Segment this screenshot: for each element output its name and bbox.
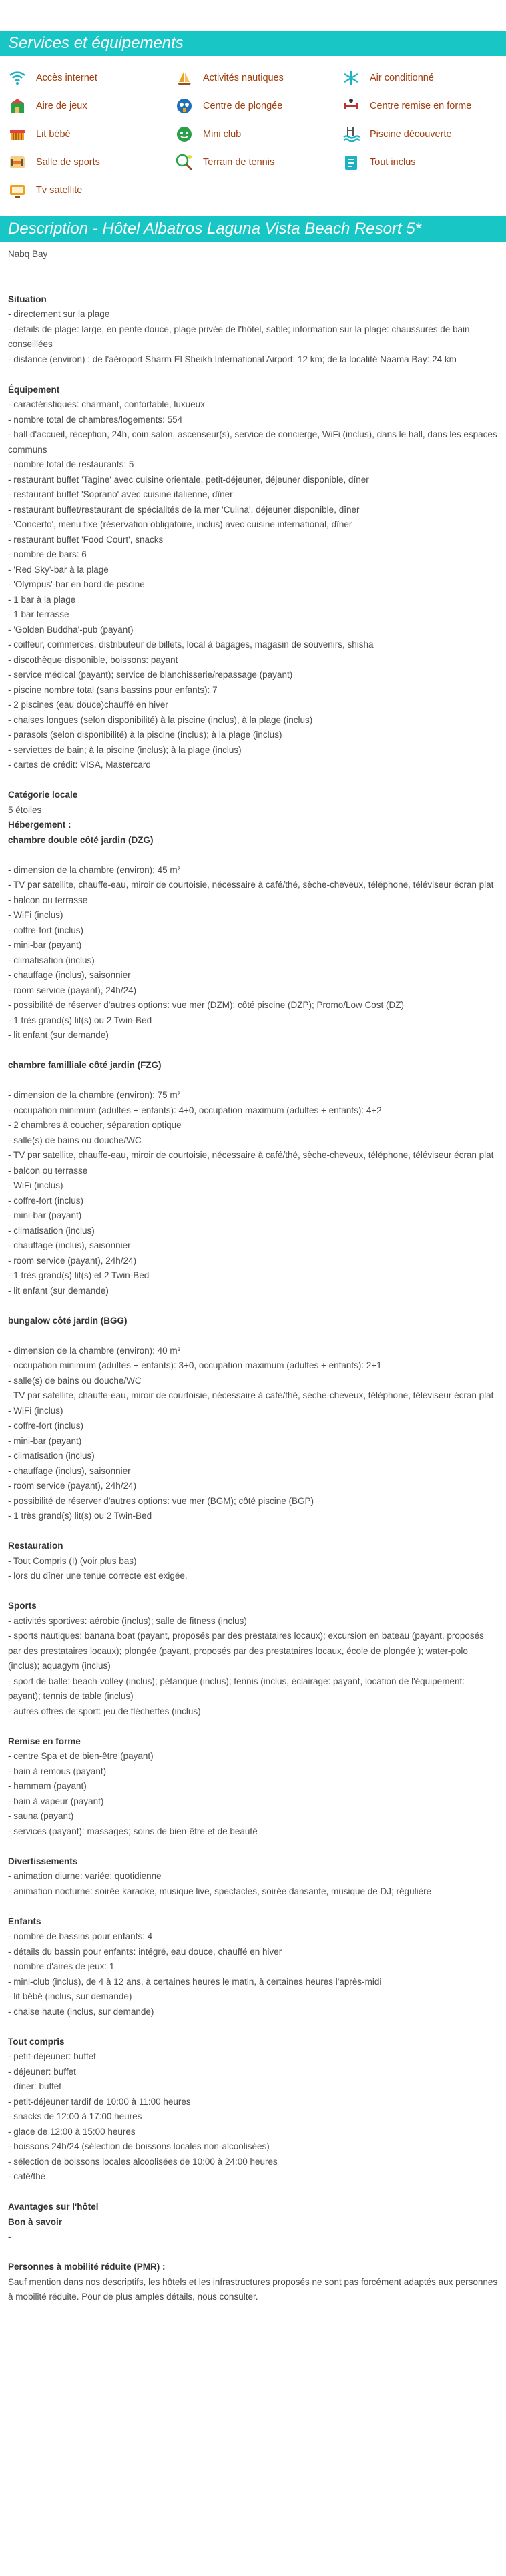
description-line: - chauffage (inclus), saisonnier [8,970,131,980]
service-item [8,148,175,176]
description-line: - lit enfant (sur demande) [8,1030,109,1040]
tennis-icon [175,153,203,172]
description-line: - 1 très grand(s) lit(s) et 2 Twin-Bed [8,1270,150,1280]
spacer [8,1298,498,1314]
description-line: - bain à vapeur (payant) [8,1796,104,1806]
description-line: - petit-déjeuner: buffet [8,2051,96,2061]
tv-icon [8,181,36,200]
description-line: - restaurant buffet/restaurant de spécialités de la mer 'Culina', déjeuner disponible, dîner [8,504,360,515]
description-line: - caractéristiques: charmant, confortable, luxueux [8,399,205,409]
service-label: Tout inclus [370,157,416,168]
description-line: - occupation minimum (adultes + enfants): 3+0, occupation maximum (adultes + enfants): 2+1 [8,1360,382,1370]
description-line: - mini-bar (payant) [8,1210,82,1220]
spacer [8,2245,498,2260]
description-line: - restaurant buffet 'Soprano' avec cuisine italienne, dîner [8,489,233,499]
spacer [8,1839,498,1854]
description-line: - piscine nombre total (sans bassins pour enfants): 7 [8,684,218,695]
description-line: - dimension de la chambre (environ): 75 m² [8,1090,181,1100]
description-line: - bain à remous (payant) [8,1766,107,1776]
description-line: - 'Olympus'-bar en bord de piscine [8,579,145,589]
description-line: - balcon ou terrasse [8,894,88,905]
description-line: - sauna (payant) [8,1811,74,1821]
description-heading: Personnes à mobilité réduite (PMR) : [8,2262,166,2272]
description-heading: Équipement [8,384,60,395]
description-heading: Bon à savoir [8,2216,63,2227]
description-heading: Situation [8,294,47,304]
description-line: - chaises longues (selon disponibilité) à la piscine (inclus), à la plage (inclus) [8,714,313,725]
description-line: - mini-bar (payant) [8,940,82,950]
service-label: Lit bébé [36,129,71,140]
hotel-description [0,247,506,2305]
service-item [8,92,175,120]
description-section-title: Description - Hôtel Albatros Laguna Vista Beach Resort 5* [0,216,506,242]
description-line: - salle(s) de bains ou douche/WC [8,1375,142,1386]
description-line: - discothèque disponible, boissons: payant [8,654,178,665]
spacer [8,2185,498,2200]
description-line: - cartes de crédit: VISA, Mastercard [8,760,151,770]
description-line: - lit enfant (sur demande) [8,1285,109,1296]
spacer [8,2019,498,2035]
description-line: - 'Concerto', menu fixe (réservation obligatoire, inclus) avec cuisine international, dîner [8,519,352,529]
description-heading: Sports [8,1601,37,1611]
description-line: - climatisation (inclus) [8,1451,95,1461]
description-heading: bungalow côté jardin (BGG) [8,1315,128,1326]
gym-icon [8,153,36,172]
description-line: - 'Red Sky'-bar à la plage [8,564,109,575]
description-heading: Remise en forme [8,1736,81,1746]
description-line: - possibilité de réserver d'autres options: vue mer (BGM); côté piscine (BGP) [8,1495,314,1506]
description-heading: chambre double côté jardin (DZG) [8,834,154,845]
description-line: - détails du bassin pour enfants: intégré, eau douce, chauffé en hiver [8,1946,282,1957]
description-line: - 'Golden Buddha'-pub (payant) [8,624,134,635]
description-heading: Avantages sur l'hôtel [8,2202,99,2212]
description-line: - [8,2232,11,2242]
service-label: Tv satellite [36,185,83,196]
mini-club-icon [175,125,203,144]
fitness-icon [342,97,370,115]
description-line: - sélection de boissons locales alcoolisées de 10:00 à 24:00 heures [8,2156,278,2167]
description-line: - boissons 24h/24 (sélection de boissons locales non-alcoolisées) [8,2141,270,2151]
description-line: - occupation minimum (adultes + enfants): 4+0, occupation maximum (adultes + enfants): 4+2 [8,1105,382,1115]
description-line: - dimension de la chambre (environ): 40 m² [8,1345,181,1356]
description-line: - coiffeur, commerces, distributeur de billets, local à bagages, magasin de souvenirs, shisha [8,639,374,650]
service-item [8,176,175,204]
playground-icon [8,97,36,115]
description-heading: Restauration [8,1541,63,1551]
service-item [175,64,342,92]
description-line: - 1 bar à la plage [8,594,76,605]
description-line: - service médical (payant); service de blanchisserie/repassage (payant) [8,670,293,680]
all-inclusive-icon [342,153,370,172]
service-item [342,120,506,148]
service-item [342,64,506,92]
service-label: Salle de sports [36,157,100,168]
description-line: - WiFi (inclus) [8,1180,63,1190]
description-heading: Enfants [8,1916,41,1926]
spacer [8,773,498,788]
services-section-title: Services et équipements [0,31,506,56]
description-heading: Tout compris [8,2036,65,2047]
description-line: - petit-déjeuner tardif de 10:00 à 11:00 heures [8,2096,191,2107]
description-line: - 2 piscines (eau douce)chauffé en hiver [8,700,168,710]
description-line: - WiFi (inclus) [8,1405,63,1416]
description-line: - déjeuner: buffet [8,2066,76,2077]
description-line: - activités sportives: aérobic (inclus); salle de fitness (inclus) [8,1615,247,1626]
description-line: 5 étoiles [8,804,42,815]
description-line: - 1 très grand(s) lit(s) ou 2 Twin-Bed [8,1511,152,1521]
pool-icon [342,125,370,144]
description-line: - nombre de bassins pour enfants: 4 [8,1931,153,1941]
description-line: - animation nocturne: soirée karaoke, musique live, spectacles, soirée dansante, musique de DJ; régulière [8,1886,432,1896]
snowflake-icon [342,69,370,87]
description-line: - WiFi (inclus) [8,910,63,920]
description-heading: Divertissements [8,1856,78,1866]
description-line: - snacks de 12:00 à 17:00 heures [8,2111,142,2121]
sailboat-icon [175,69,203,87]
description-line: - 2 chambres à coucher, séparation optique [8,1120,182,1130]
service-label: Mini club [203,129,242,140]
crib-icon [8,125,36,144]
description-line: - Tout Compris (I) (voir plus bas) [8,1555,137,1566]
description-line: - TV par satellite, chauffe-eau, miroir de courtoisie, nécessaire à café/thé, sèche-cheveux, téléphone, téléviseur écran plat [8,880,494,890]
description-line: - café/thé [8,2171,46,2181]
service-item [342,92,506,120]
description-line: - mini-club (inclus), de 4 à 12 ans, à certaines heures le matin, à certaines heures l'après-midi [8,1976,382,1987]
description-heading: chambre familliale côté jardin (FZG) [8,1060,162,1070]
description-line: - restaurant buffet 'Food Court', snacks [8,534,164,545]
spacer [8,262,498,278]
description-line: - room service (payant), 24h/24) [8,985,137,995]
service-label: Activités nautiques [203,73,284,83]
description-line: - mini-bar (payant) [8,1435,82,1446]
service-item [8,120,175,148]
service-label: Air conditionné [370,73,434,83]
description-line: - nombre d'aires de jeux: 1 [8,1961,115,1971]
description-line: - sports nautiques: banana boat (payant, proposés par des prestataires locaux); excursion en bateau (payant, proposés par des prestataires locaux); plongée (payant, proposés par des prestataires locaux, école de plongée ); water-polo (inclus); aquagym (inclus) [8,1631,484,1671]
description-line: - climatisation (inclus) [8,955,95,965]
description-line: - distance (environ) : de l'aéroport Sharm El Sheikh International Airport: 12 km; de la localité Naama Bay: 24 km [8,354,457,364]
description-line: - 1 bar terrasse [8,609,69,619]
description-line: - nombre total de chambres/logements: 554 [8,414,183,425]
description-line: - hall d'accueil, réception, 24h, coin salon, ascenseur(s), service de concierge, WiFi (inclus), dans le hall, dans les espaces communs [8,429,497,455]
description-line: - dîner: buffet [8,2081,62,2091]
description-line: - chauffage (inclus), saisonnier [8,1240,131,1250]
description-line: - parasols (selon disponibilité) à la piscine (inclus); à la plage (inclus) [8,730,282,740]
service-item [8,64,175,92]
service-label: Piscine découverte [370,129,452,140]
description-line: - services (payant): massages; soins de bien-être et de beauté [8,1826,258,1836]
spacer [8,367,498,382]
description-line: - coffre-fort (inclus) [8,1195,84,1206]
services-grid [0,56,506,196]
description-line: - détails de plage: large, en pente douce, plage privée de l'hôtel, sable; information sur la plage: chaussures de bain conseillées [8,324,470,349]
description-heading: Hébergement : [8,820,71,830]
spacer [8,1584,498,1599]
description-line: - possibilité de réserver d'autres options: vue mer (DZM); côté piscine (DZP); Promo/Low Cost (DZ) [8,1000,405,1010]
description-line: - restaurant buffet 'Tagine' avec cuisine orientale, petit-déjeuner, déjeuner disponible, dîner [8,474,369,485]
spacer [8,848,498,863]
description-line: Nabq Bay [8,249,48,259]
service-item [342,148,506,176]
description-line: - room service (payant), 24h/24) [8,1481,137,1491]
service-item [175,120,342,148]
spacer [8,1328,498,1344]
description-line: - centre Spa et de bien-être (payant) [8,1751,154,1761]
spacer [8,1719,498,1734]
spacer [8,1524,498,1539]
description-line: - lors du dîner une tenue correcte est exigée. [8,1571,188,1581]
description-line: - 1 très grand(s) lit(s) ou 2 Twin-Bed [8,1015,152,1025]
description-heading: Catégorie locale [8,790,78,800]
spacer [8,1899,498,1914]
wifi-icon [8,69,36,87]
spacer [8,1043,498,1059]
description-line: - chaise haute (inclus, sur demande) [8,2006,154,2017]
service-item [175,148,342,176]
service-label: Terrain de tennis [203,157,275,168]
description-line: - salle(s) de bains ou douche/WC [8,1135,142,1145]
description-line: - coffre-fort (inclus) [8,1421,84,1431]
description-line: - animation diurne: variée; quotidienne [8,1871,162,1881]
description-line: Sauf mention dans nos descriptifs, les hôtels et les infrastructures proposés ne sont pas forcément adaptés aux personnes à mobilité réduite. Pour de plus amples détails, nous consulter. [8,2276,498,2302]
service-label: Centre de plongée [203,101,283,111]
description-line: - serviettes de bain; à la piscine (inclus); à la plage (inclus) [8,744,242,755]
description-line: - TV par satellite, chauffe-eau, miroir de courtoisie, nécessaire à café/thé, sèche-cheveux, téléphone, téléviseur écran plat [8,1150,494,1160]
description-line: - glace de 12:00 à 15:00 heures [8,2126,136,2137]
description-line: - nombre de bars: 6 [8,549,87,559]
spacer [8,277,498,292]
description-line: - dimension de la chambre (environ): 45 m² [8,864,181,875]
description-line: - TV par satellite, chauffe-eau, miroir de courtoisie, nécessaire à café/thé, sèche-cheveux, téléphone, téléviseur écran plat [8,1390,494,1400]
description-line: - coffre-fort (inclus) [8,925,84,935]
description-line: - sport de balle: beach-volley (inclus); pétanque (inclus); tennis (inclus, éclairage: payant, location de l'équipement: payant); tennis de table (inclus) [8,1676,465,1701]
description-line: - nombre total de restaurants: 5 [8,459,134,469]
service-item [175,92,342,120]
service-label: Accès internet [36,73,97,83]
description-line: - climatisation (inclus) [8,1225,95,1236]
description-line: - autres offres de sport: jeu de fléchettes (inclus) [8,1706,201,1716]
description-line: - directement sur la plage [8,309,110,319]
service-label: Centre remise en forme [370,101,472,111]
description-line: - balcon ou terrasse [8,1165,88,1176]
service-label: Aire de jeux [36,101,87,111]
spacer [8,1073,498,1089]
description-line: - room service (payant), 24h/24) [8,1255,137,1266]
description-line: - hammam (payant) [8,1781,87,1791]
diving-icon [175,97,203,115]
description-line: - lit bébé (inclus, sur demande) [8,1991,132,2001]
description-line: - chauffage (inclus), saisonnier [8,1465,131,1476]
